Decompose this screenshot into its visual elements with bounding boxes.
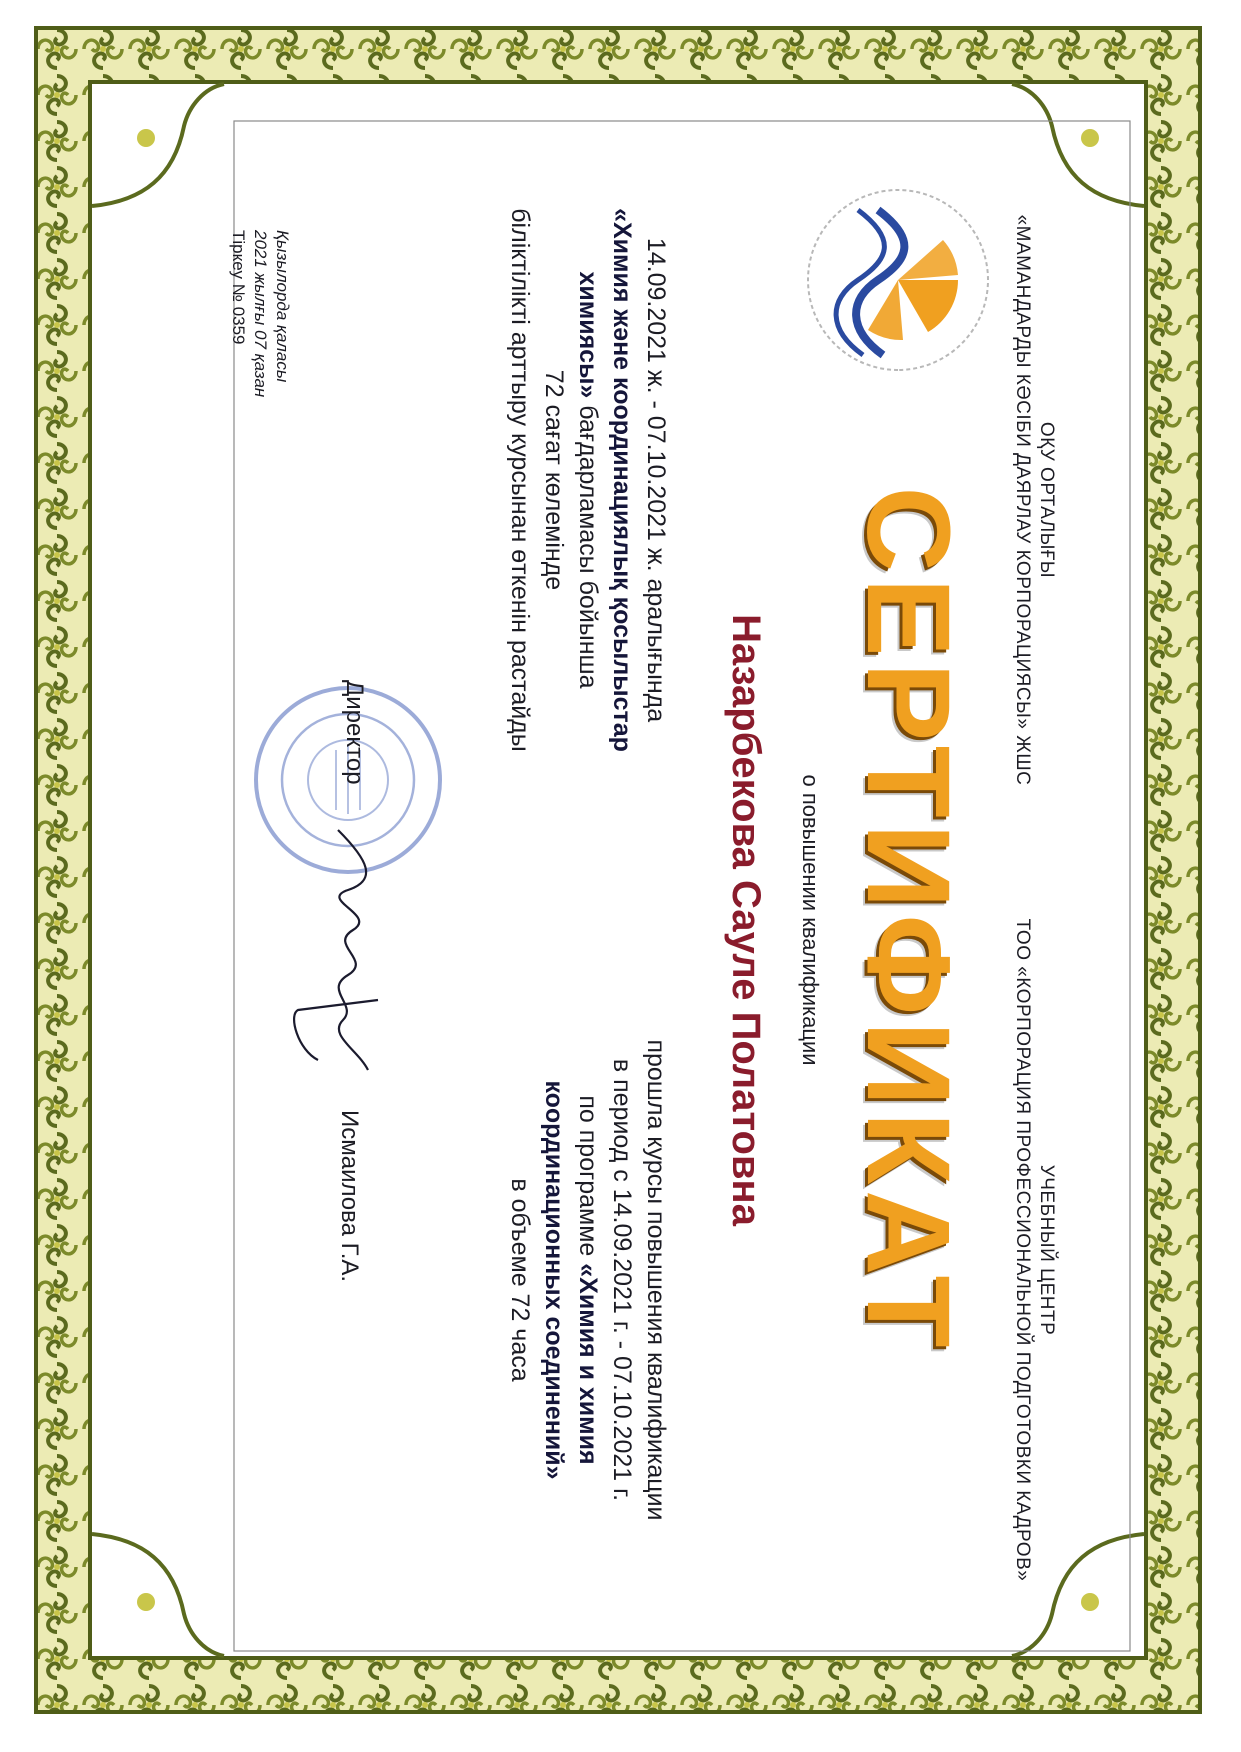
ru-program-b: координационных соединений» <box>540 1080 568 1480</box>
registration-block <box>227 230 293 530</box>
ru-hours: в объеме 72 часа <box>506 1178 534 1382</box>
kz-program-suffix: бағдарламасы бойынша <box>574 398 602 689</box>
ru-period: в период с 14.09.2021 г. - 07.10.2021 г. <box>608 1058 636 1502</box>
certificate-content <box>168 120 1068 1634</box>
kz-program-b: химиясы» <box>574 271 602 399</box>
reg-number: Тіркеу № 0359 <box>229 230 248 345</box>
kz-confirm: біліктілікті арттыру курсынан өткенін растайды <box>506 208 534 752</box>
ru-course: прошла курсы повышения квалификации <box>642 1039 670 1521</box>
reg-date: 2021 жылғы 07 қазан <box>251 230 270 398</box>
text-kz <box>503 180 673 780</box>
kz-hours: 72 сағат көлемінде <box>540 369 568 591</box>
director-label: Директор <box>341 680 368 785</box>
kz-program-a: «Химия және координациялық қосылыстар <box>608 208 636 752</box>
certificate-subtitle: о повышении квалификации <box>798 774 823 1066</box>
organization-kz <box>1010 150 1058 850</box>
org-ru-line2: ТОО «КОРПОРАЦИЯ ПРОФЕССИОНАЛЬНОЙ ПОДГОТОВКИ КАДРОВ» <box>1012 918 1033 1582</box>
company-logo <box>798 180 998 380</box>
reg-city: Қызылорда қаласы <box>273 230 292 383</box>
director-name: Исмаилова Г.А. <box>336 1110 363 1283</box>
kz-period: 14.09.2021 ж. - 07.10.2021 ж. аралығында <box>642 237 670 723</box>
org-ru-line1: УЧЕБНЫЙ ЦЕНТР <box>1036 1164 1057 1336</box>
director-signature <box>278 820 398 1090</box>
org-kz-line1: ОҚУ ОРТАЛЫҒЫ <box>1036 421 1057 579</box>
ru-program-prefix: по программе <box>574 1095 602 1264</box>
org-kz-line2: «МАМАНДАРДЫ КӘСІБИ ДАЯРЛАУ КОРПОРАЦИЯСЫ» ЖШС <box>1012 214 1033 786</box>
certificate-title: СЕРТИФИКАТ <box>842 486 974 1354</box>
holder-name: Назарбекова Сауле Полатовна <box>724 614 768 1226</box>
organization-ru <box>1010 880 1058 1620</box>
text-ru <box>503 980 673 1580</box>
ru-program-a: «Химия и химия <box>574 1263 602 1465</box>
